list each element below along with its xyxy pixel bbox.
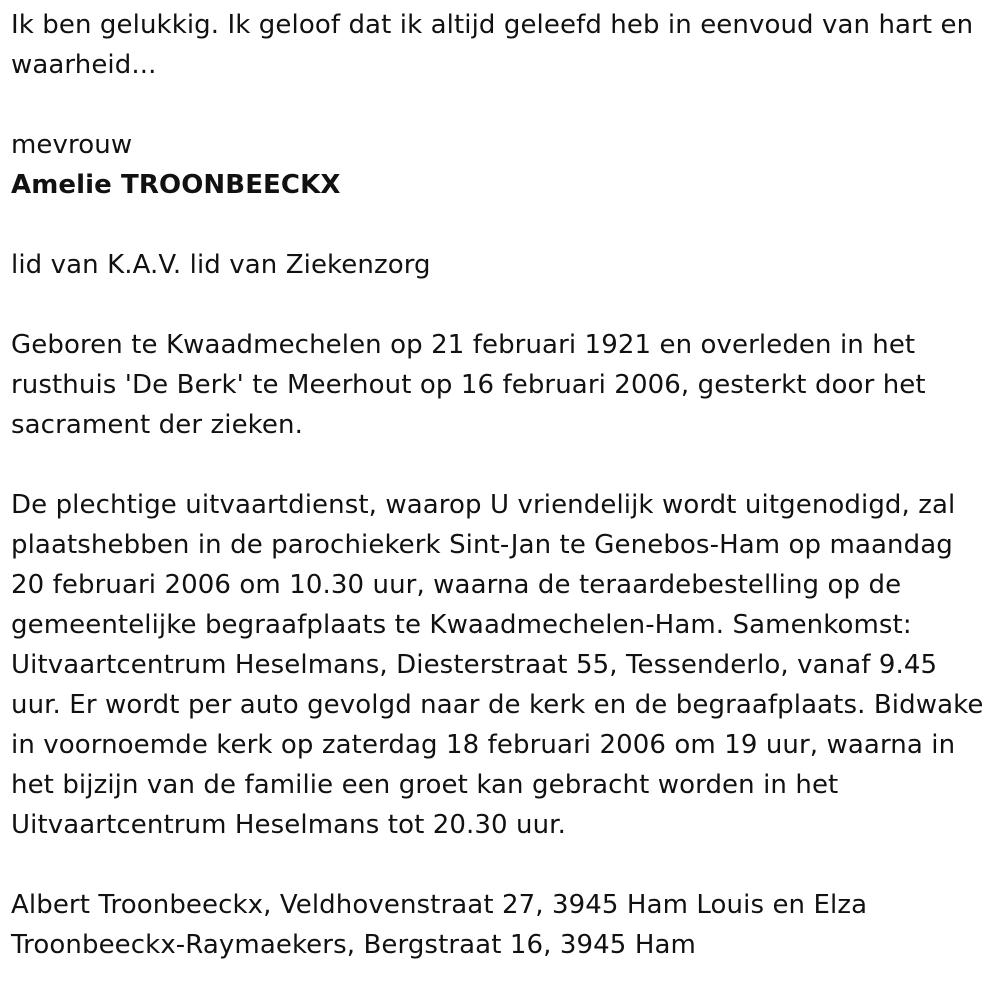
funeral-paragraph: De plechtige uitvaartdienst, waarop U vriendelijk wordt uitgenodigd, zal plaatshebben in de parochiekerk Sint-Jan te Genebos-Ham op maandag 20 februari 2006 om 10.30 uur, waarna de teraardebestelling op de gemeentelijke begraafplaats te Kwaadmechelen-Ham. Samenkomst: Uitvaartcentrum Heselmans, Diesterstraat 55, Tessenderlo, vanaf 9.45 uur. Er wordt per auto gevolgd naar de kerk en de begraafplaats. Bidwake in voornoemde kerk op zaterdag 18 februari 2006 om 19 uur, waarna in het bijzijn van de familie een groet kan gebracht worden in het Uitvaartcentrum Heselmans tot 20.30 uur. bbox=[11, 490, 984, 840]
opening-quote: Ik ben gelukkig. Ik geloof dat ik altijd geleefd heb in eenvoud van hart en waarheid... bbox=[11, 10, 974, 80]
birth-death-paragraph: Geboren te Kwaadmechelen op 21 februari 1921 en overleden in het rusthuis 'De Berk' te Meerhout op 16 februari 2006, gesterkt door het sacrament der zieken. bbox=[11, 330, 926, 440]
spacer bbox=[11, 285, 990, 325]
spacer bbox=[11, 85, 990, 125]
deceased-name: Amelie TROONBEECKX bbox=[11, 170, 341, 200]
spacer bbox=[11, 845, 990, 885]
family-addresses: Albert Troonbeeckx, Veldhovenstraat 27, 3945 Ham Louis en Elza Troonbeeckx-Raymaekers, Bergstraat 16, 3945 Ham bbox=[11, 890, 868, 960]
spacer bbox=[11, 205, 990, 245]
spacer bbox=[11, 445, 990, 485]
honorific: mevrouw bbox=[11, 130, 133, 160]
membership-line: lid van K.A.V. lid van Ziekenzorg bbox=[11, 250, 431, 280]
